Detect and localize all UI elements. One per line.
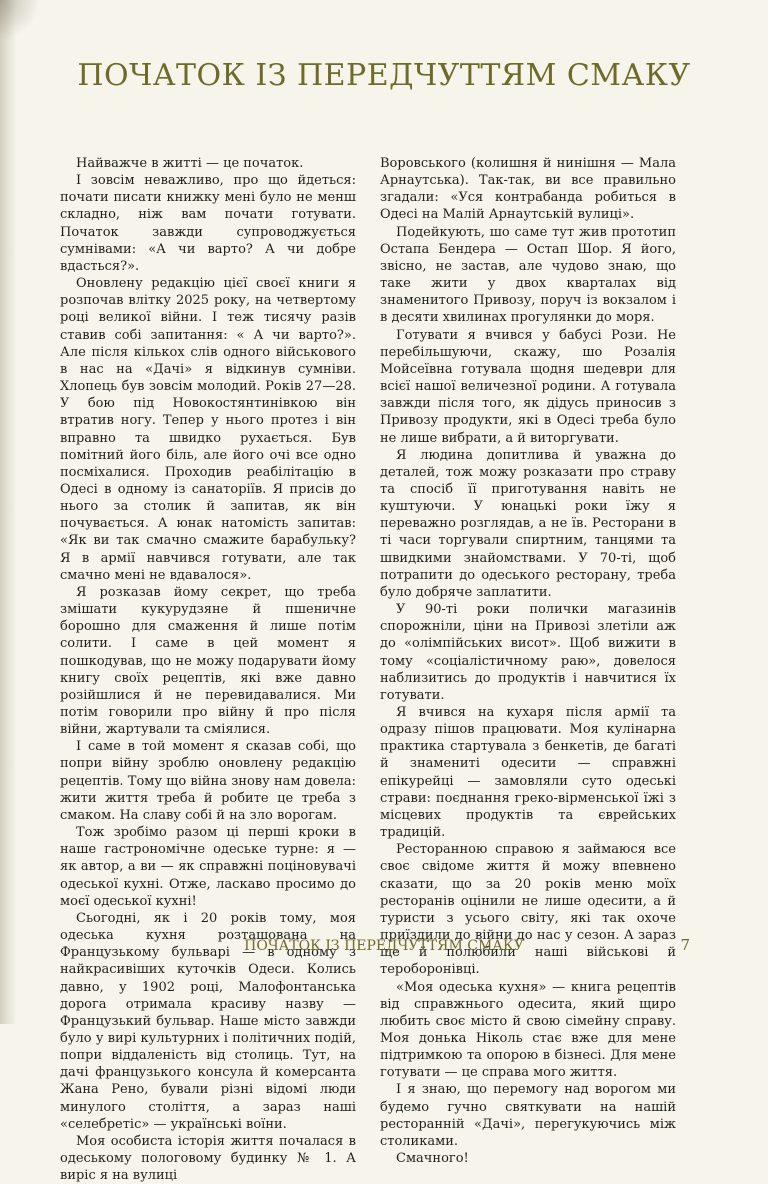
- paragraph: Смачного!: [396, 1151, 469, 1167]
- paragraph: І зовсім неважливо, про що йдеться: почати писати книжку мені було не менш складно, ніж вам почати готувати. Початок завжди супроводжується сумнівами: «А чи варто? А чи добре вдасться?».: [60, 173, 356, 274]
- left-column: [60, 155, 356, 1184]
- paragraph: Ресторанною справою я займаюся все своє свідоме життя й можу впевнено сказати, що за 20 років меню моїх ресторанів оцінили не лише одесити, а й туристи з усього світу, які так охоче приїздили до війни до нас у сезон. А зараз ще й полюбили наші військові й тероборонівці.: [380, 842, 676, 978]
- paragraph: Моя особиста історія життя почалася в одеському пологовому будинку № 1. А виріс я на вулиці: [60, 1133, 356, 1184]
- paragraph: Готувати я вчився у бабусі Рози. Не перебільшуючи, скажу, шо Розалія Мойсеївна готувала щодня шедеври для всієї нашої величезної родини. А готувала завжди після того, як дідусь приносив з Привозу продукти, які в Одесі треба було не лише вибрати, а й виторгувати.: [380, 327, 676, 446]
- paragraph: Подейкують, шо саме тут жив прототип Остапа Бендера — Остап Шор. Я його, звісно, не застав, але чудово знаю, що таке жити у двох кварталах від знаменитого Привозу, поруч із вокзалом і в десяти хвилинах прогулянки до моря.: [380, 224, 676, 326]
- page-edge-shadow: [0, 0, 16, 1024]
- paragraph: Я вчився на кухаря після армії та одразу пішов працювати. Моя кулінарна практика стартувала з бенкетів, де багаті й знамениті одесити — справжні епікурейці — замовляли суто одеські страви: поєднання греко-вірменської їжі з місцевих продуктів та єврейських традицій.: [380, 705, 676, 841]
- paragraph: Я людина допитлива й уважна до деталей, тож можу розказати про страву та спосіб її приготування навіть не куштуючи. У юнацькі роки їжу я переважно розглядав, а не їв. Ресторани в ті часи торгували спиртним, танцями та швидкими знайомствами. У 70-ті, щоб потрапити до одеського ресторану, треба було добряче заплатити.: [380, 447, 676, 600]
- right-column: [380, 155, 676, 1167]
- paragraph: У 90-ті роки полички магазинів спорожніли, ціни на Привозі злетіли аж до «олімпійських висот». Щоб вижити в тому «соціалістичному раю», довелося наблизитись до продуктів і навчитися їх готувати.: [380, 602, 676, 703]
- page-number: 7: [680, 936, 690, 954]
- paragraph: Сьогодні, як і 20 років тому, моя одеська кухня розташована на Французькому бульварі — в одному з найкрасивіших куточків Одеси. Колись давно, у 1902 році, Малофонтанська дорога отримала красиву назву — Французький бульвар. Наше місто завжди було у вирі культурних і політичних подій, попри віддаленість від столиць. Тут, на дачі французького консула й комерсанта Жана Рено, бували різні відомі люди минулого століття, а зараз наші «селебретіс» — українські воїни.: [60, 910, 356, 1132]
- paragraph: «Моя одеська кухня» — книга рецептів від справжнього одесита, який щиро любить своє місто й свою сімейну справу. Моя донька Ніколь стає вже для мене підтримкою та опорою в бізнесі. Для мене готувати — це справа мого життя.: [380, 979, 676, 1081]
- paragraph-continued: Воровського (колишня й нинішня — Мала Арнаутська). Так-так, ви все правильно згадали: «Уся контрабанда робиться в Одесі на Малій Арнаутській вулиці».: [380, 156, 676, 223]
- paragraph: І я знаю, що перемогу над ворогом ми будемо гучно святкувати на нашій ресторанній «Дачі», перегукуючись між столиками.: [380, 1082, 676, 1149]
- paragraph: Найважче в житті — це початок.: [76, 156, 304, 171]
- paragraph: Оновлену редакцію цієї своєї книги я розпочав влітку 2025 року, на четвертому році великої війни. І теж тисячу разів ставив собі запитання: « А чи варто?». Але після кількох слів одного військового в нас на «Дачі» я відкинув сумніви. Хлопець був зовсім молодий. Років 27—28. У бою під Новокостянтинівкою він втратив ногу. Тепер у нього протез і він вправно та швидко рухається. Був помітний його біль, але його очі все одно посміхалися. Проходив реабілітацію в Одесі в одному із санаторіїв. Я присів до нього за столик й запитав, як він почувається. А юнак натомість запитав: «Як ви так смачно смажите барабульку? Я в армії навчився готувати, але так смачно мені не вдавалося».: [60, 276, 356, 583]
- paragraph: Я розказав йому секрет, що треба змішати кукурудзяне й пшеничне борошно для смаження й лише потім солити. І саме в цей момент я пошкодував, що не можу подарувати йому книгу своїх рецептів, які вже давно розійшлися й не перевидавалися. Ми потім говорили про війну й про після війни, жартували та сміялися.: [60, 584, 356, 738]
- paragraph: І саме в той момент я сказав собі, що попри війну зроблю оновлену редакцію рецептів. Тому що війна знову нам довела: жити життя треба й робите це треба з смаком. На славу собі й на зло ворогам.: [60, 739, 356, 823]
- paragraph: Тож зробімо разом ці перші кроки в наше гастрономічне одеське турне: я — як автор, а ви — як справжні поціновувачі одеської кухні. Отже, ласкаво просимо до моєї одеської кухні!: [60, 825, 356, 909]
- page-corner-shadow: [0, 0, 40, 40]
- running-footer-title: ПОЧАТОК ІЗ ПЕРЕДЧУТТЯМ СМАКУ: [244, 938, 524, 954]
- page-title: ПОЧАТОК ІЗ ПЕРЕДЧУТТЯМ СМАКУ: [77, 58, 691, 93]
